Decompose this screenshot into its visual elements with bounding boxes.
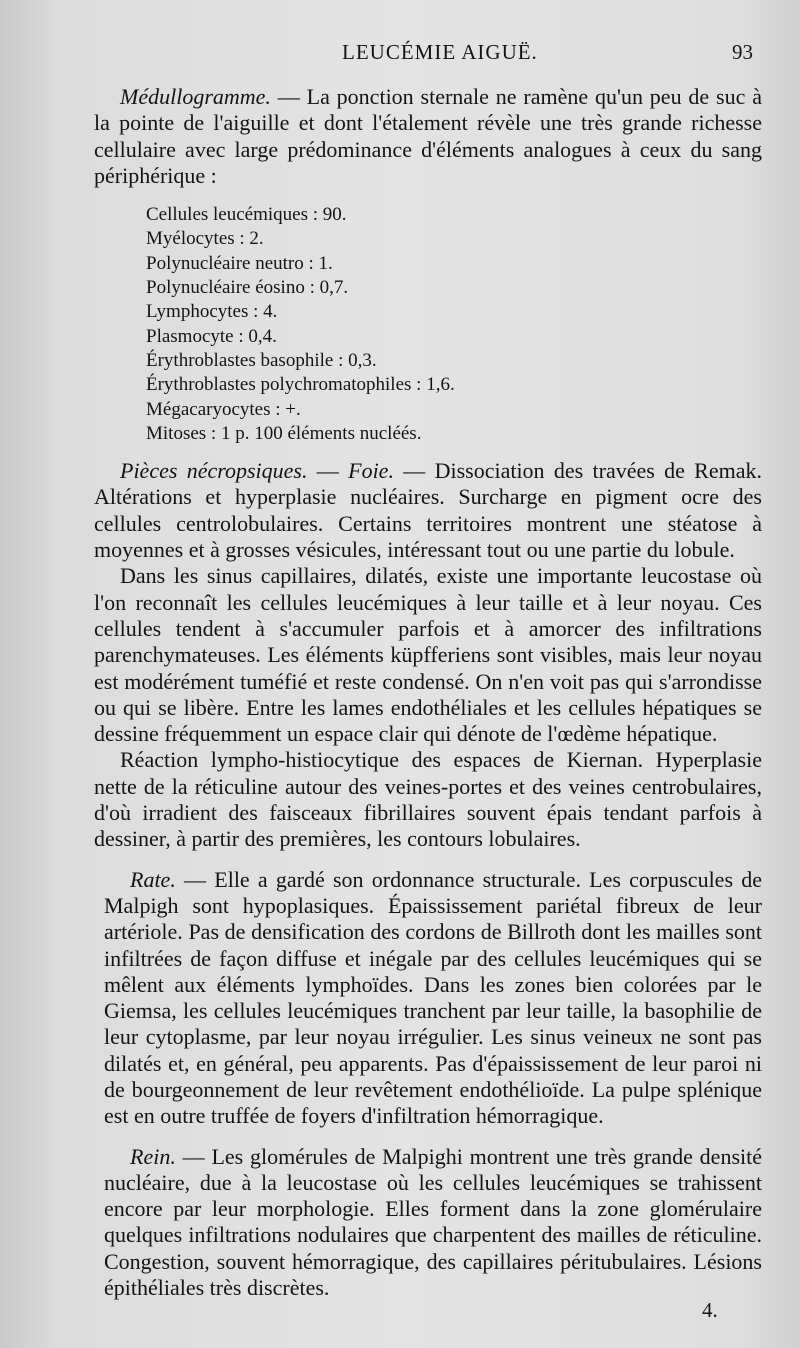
list-item: Mitoses : 1 p. 100 éléments nucléés.	[146, 422, 422, 444]
list-item: Myélocytes : 2.	[146, 228, 264, 250]
page-body	[94, 84, 762, 1301]
list-item: Érythroblastes basophile : 0,3.	[146, 349, 377, 371]
rate-paragraph	[94, 867, 762, 1130]
rate-heading: Rate.	[130, 866, 176, 892]
list-item: Érythroblastes polychromatophiles : 1,6.	[146, 374, 455, 396]
foie-text: — Dissociation des travées de Remak. Altérations et hyperplasie nucléaires. Surcharge en pigment ocre des cellules centrolobulaires. Certains territoires montrent une stéatose à moyennes et à grosses vésicules, intéressant tout ou une partie du lobule.	[94, 458, 762, 563]
list-item: Polynucléaire neutro : 1.	[146, 252, 333, 274]
list-item: Lymphocytes : 4.	[146, 301, 278, 323]
list-item: Mégacaryocytes : +.	[146, 398, 301, 420]
pieces-foie-paragraph	[94, 458, 762, 563]
medullogram-heading: Médullogramme.	[120, 84, 271, 109]
list-item: Plasmocyte : 0,4.	[146, 325, 277, 347]
running-title: LEUCÉMIE AIGUË.	[342, 40, 538, 64]
pieces-dash: —	[307, 458, 349, 484]
rein-paragraph	[94, 1144, 762, 1302]
signature-mark: 4.	[702, 1298, 718, 1322]
page-number: 93	[732, 40, 753, 64]
medullogram-text: — La ponction sternale ne ramène qu'un peu de suc à la pointe de l'aiguille et dont l'étalement révèle une très grande richesse cellulaire avec large prédominance d'éléments analogues à ceux du sang périphérique :	[94, 84, 762, 188]
list-item: Cellules leucémiques : 90.	[146, 204, 347, 226]
rein-heading: Rein.	[130, 1143, 176, 1169]
page-header	[0, 40, 800, 70]
myelogram-list	[146, 203, 762, 446]
medullogram-paragraph	[94, 84, 762, 189]
pieces-heading: Pièces nécropsiques.	[120, 458, 308, 484]
foie-heading: Foie.	[348, 458, 394, 484]
foie-paragraph: Réaction lympho-histiocytique des espaces de Kiernan. Hyperplasie nette de la réticuline autour des veines-portes et des veines centrobulaires, d'où irradient des faisceaux fibrillaires souvent épais tendant parfois à dessiner, à partir des premières, les contours lobulaires.	[94, 747, 762, 852]
rate-text: — Elle a gardé son ordonnance structurale. Les corpuscules de Malpigh sont hypoplasiques. Épaississement pariétal fibreux de leur artériole. Pas de densification des cordons de Billroth dont les mailles sont infiltrées de façon diffuse et inégale par des cellules leucémiques qui se mêlent aux éléments lymphoïdes. Dans les zones bien colorées par le Giemsa, les cellules leucémiques tranchent par leur taille, la basophilie de leur cytoplasme, par leur noyau irrégulier. Les sinus veineux ne sont pas dilatés et, en général, peu apparents. Pas d'épaississement de leur paroi ni de bourgeonnement de leur revêtement endothélioïde. La pulpe splénique est en outre truffée de foyers d'infiltration hémorragique.	[104, 866, 762, 1129]
list-item: Polynucléaire éosino : 0,7.	[146, 277, 349, 299]
foie-paragraph: Dans les sinus capillaires, dilatés, existe une importante leucostase où l'on reconnaît les cellules leucémiques à leur taille et à leur noyau. Ces cellules tendent à s'accumuler parfois et à amorcer des infiltrations parenchymateuses. Les éléments küpfferiens sont visibles, mais leur noyau est modérément tuméfié et reste condensé. On n'en voit pas qui s'arrondisse ou qui se libère. Entre les lames endothéliales et les cellules hépatiques se dessine fréquemment un espace clair qui dénote de l'œdème hépatique.	[94, 563, 762, 747]
rein-text: — Les glomérules de Malpighi montrent une très grande densité nucléaire, due à la leucostase où les cellules leucémiques se trahissent encore par leur morphologie. Elles forment dans la zone glomérulaire quelques infiltrations nodulaires que charpentent des mailles de réticuline. Congestion, souvent hémorragique, des capillaires péritubulaires. Lésions épithéliales très discrètes.	[104, 1143, 762, 1301]
